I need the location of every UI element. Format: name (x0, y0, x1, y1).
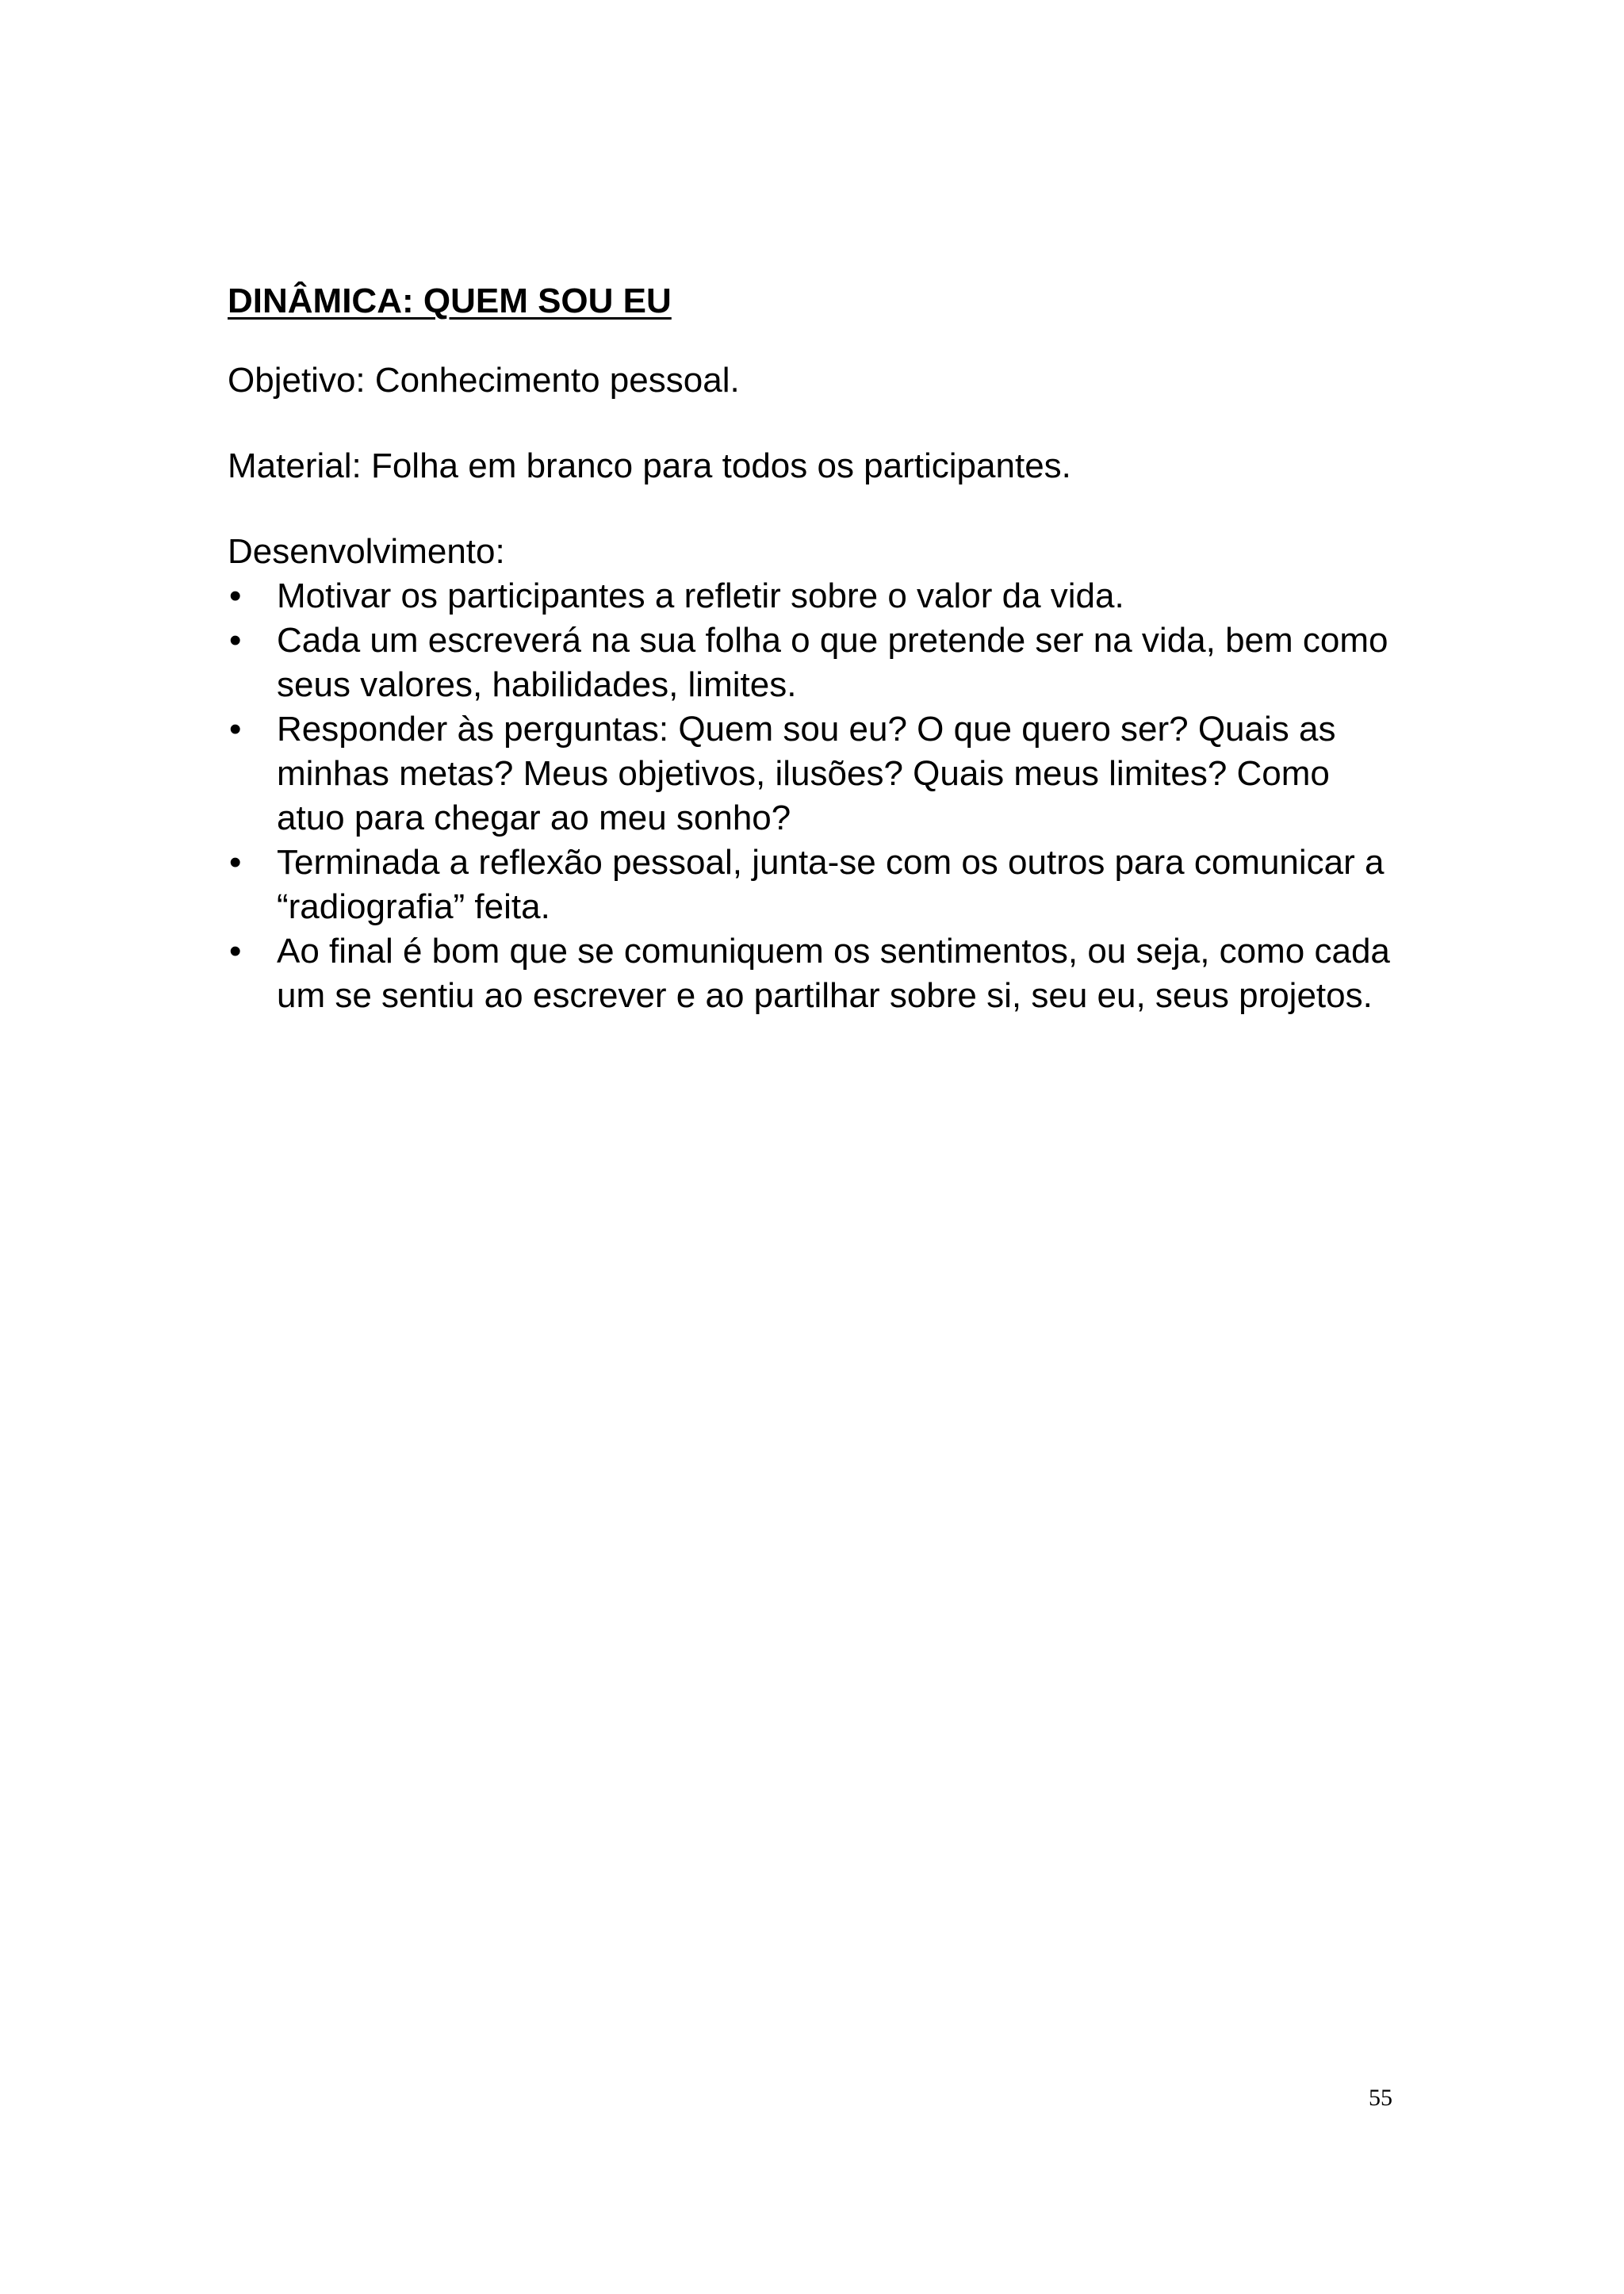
development-item (228, 841, 1401, 929)
objective-text: Objetivo: Conhecimento pessoal. (228, 361, 740, 400)
development-item-text: Ao final é bom que se comuniquem os sentimentos, ou seja, como cada um se sentiu ao escrever e ao partilhar sobre si, seu eu, seus projetos. (277, 932, 1390, 1015)
development-item-text: Responder às perguntas: Quem sou eu? O que quero ser? Quais as minhas metas? Meus objetivos, ilusões? Quais meus limites? Como atuo para chegar ao meu sonho? (277, 710, 1336, 837)
development-list (228, 574, 1401, 1018)
development-label: Desenvolvimento: (228, 532, 505, 571)
bullet-icon: • (229, 932, 242, 971)
development-item (228, 574, 1401, 618)
document-title: DINÂMICA: QUEM SOU EU (228, 281, 672, 320)
development-item (228, 707, 1401, 841)
bullet-icon: • (229, 621, 242, 660)
development-item (228, 618, 1401, 707)
development-item-text: Motivar os participantes a refletir sobre o valor da vida. (277, 576, 1124, 615)
bullet-icon: • (229, 710, 242, 749)
development-item (228, 929, 1401, 1018)
document-content (228, 279, 1401, 1018)
bullet-icon: • (229, 843, 242, 882)
development-item-text: Terminada a reflexão pessoal, junta-se com os outros para comunicar a “radiografia” feita. (277, 843, 1385, 926)
development-item-text: Cada um escreverá na sua folha o que pretende ser na vida, bem como seus valores, habilidades, limites. (277, 621, 1388, 704)
page-number: 55 (1369, 2085, 1392, 2111)
material-text: Material: Folha em branco para todos os participantes. (228, 446, 1071, 485)
bullet-icon: • (229, 576, 242, 615)
